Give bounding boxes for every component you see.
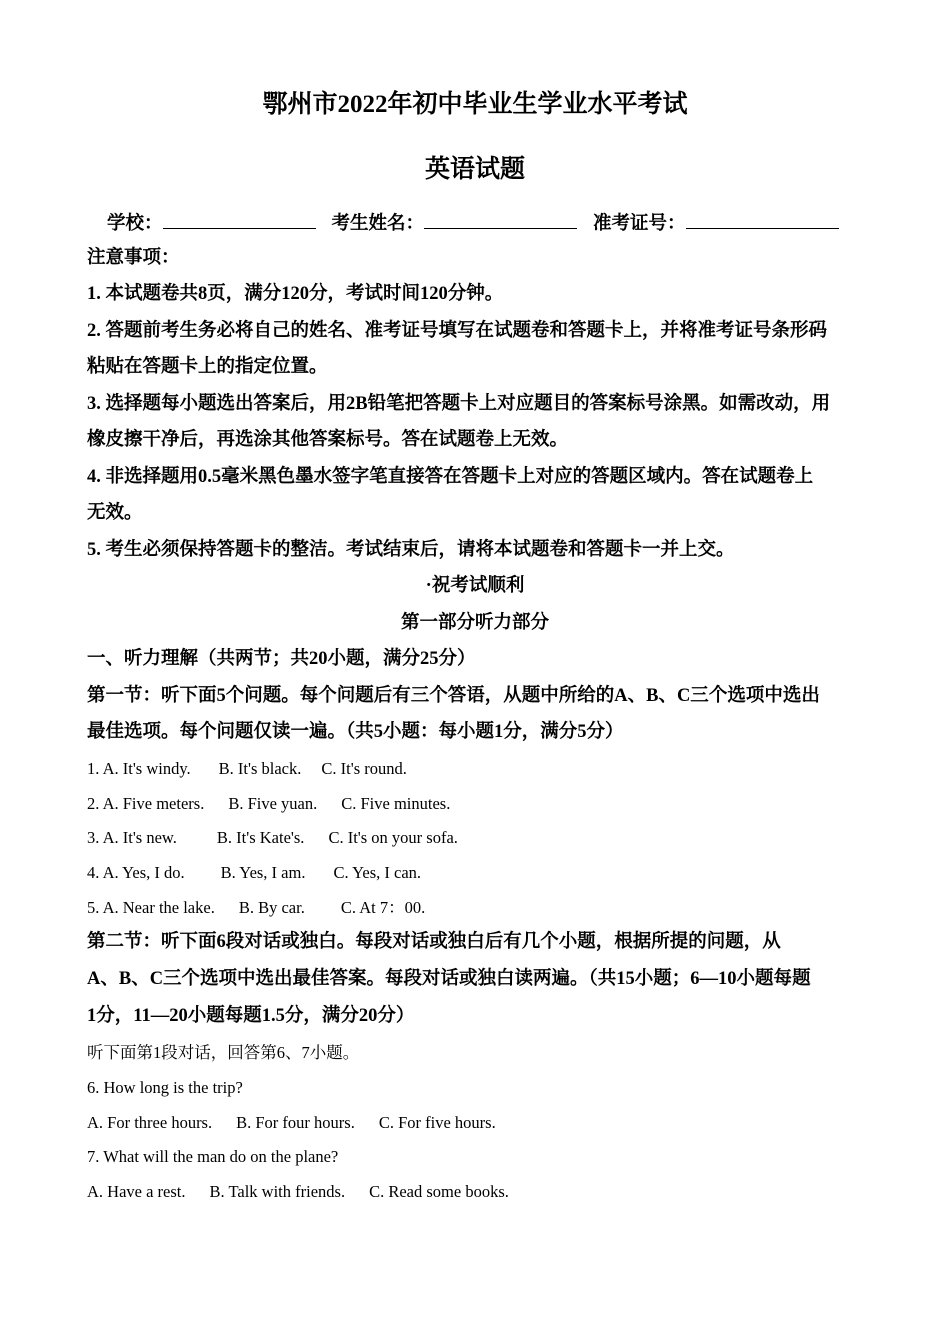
option-c[interactable]: C. At 7：00. (340, 898, 426, 917)
notice-line: 4. 非选择题用0.5毫米黑色墨水签字笔直接答在答题卡上对应的答题区域内。答在试题卷上 (87, 467, 814, 487)
option-a[interactable]: A. Yes, I do. (102, 863, 185, 882)
question-row: 2. A. Five meters. B. Five yuan. C. Five minutes. (87, 794, 451, 813)
notice-line: 2. 答题前考生务必将自己的姓名、准考证号填写在试题卷和答题卡上，并将准考证号条形码 (87, 321, 828, 341)
option-b[interactable]: B. It's Kate's. (216, 828, 305, 847)
question-stem: 7. What will the man do on the plane? (87, 1147, 339, 1166)
option-b[interactable]: B. Five yuan. (228, 794, 318, 813)
option-b[interactable]: B. Yes, I am. (220, 863, 306, 882)
question-row: 3. A. It's new. B. It's Kate's. C. It's on your sofa. (87, 828, 458, 847)
notice-line: 3. 选择题每小题选出答案后，用2B铅笔把答题卡上对应题目的答案标号涂黑。如需改动，用 (87, 394, 831, 414)
dialog-intro: 听下面第1段对话，回答第6、7小题。 (87, 1043, 360, 1062)
notice-line: 1. 本试题卷共8页，满分120分，考试时间120分钟。 (87, 284, 504, 304)
question-row: 4. A. Yes, I do. B. Yes, I am. C. Yes, I can. (87, 863, 422, 882)
option-a[interactable]: A. Near the lake. (102, 898, 215, 917)
option-c[interactable]: C. Five minutes. (341, 794, 451, 813)
question-options (87, 1111, 877, 1135)
option-a[interactable]: A. Have a rest. (87, 1182, 186, 1201)
option-a[interactable]: A. It's new. (102, 828, 177, 847)
option-c[interactable]: C. Yes, I can. (333, 863, 422, 882)
option-b[interactable]: B. By car. (238, 898, 305, 917)
option-c[interactable]: C. It's on your sofa. (328, 828, 458, 847)
notice-line: 橡皮擦干净后，再选涂其他答案标号。答在试题卷上无效。 (87, 430, 569, 450)
question-options (87, 1180, 877, 1204)
name-label: 考生姓名： (331, 214, 425, 234)
notice-line: 无效。 (87, 503, 143, 523)
option-a[interactable]: A. It's windy. (102, 759, 191, 778)
section2-instructions: 1分，11—20小题每题1.5分，满分20分） (87, 1006, 415, 1026)
option-c[interactable]: C. For five hours. (378, 1113, 496, 1132)
notice-heading: 注意事项： (87, 248, 180, 268)
exam-title: 鄂州市2022年初中毕业生学业水平考试 (262, 91, 688, 118)
section2-instructions: A、B、C三个选项中选出最佳答案。每段对话或独白读两遍。（共15小题；6—10小题每题 (87, 969, 811, 989)
section1-instructions: 第一节：听下面5个问题。每个问题后有三个答语，从题中所给的A、B、C三个选项中选出 (87, 686, 820, 706)
option-b[interactable]: B. Talk with friends. (209, 1182, 346, 1201)
option-c[interactable]: C. Read some books. (369, 1182, 509, 1201)
id-label: 准考证号： (593, 214, 686, 234)
part-title: 第一部分听力部分 (400, 613, 549, 633)
exam-subtitle: 英语试题 (424, 156, 525, 183)
school-blank[interactable] (163, 210, 316, 229)
option-a[interactable]: A. For three hours. (87, 1113, 213, 1132)
section1-instructions: 最佳选项。每个问题仅读一遍。（共5小题：每小题1分，满分5分） (87, 722, 624, 742)
id-blank[interactable] (686, 210, 839, 229)
question-row: 5. A. Near the lake. B. By car. C. At 7：00. (87, 898, 426, 917)
name-blank[interactable] (424, 210, 577, 229)
question-row: 1. A. It's windy. B. It's black. C. It's round. (87, 759, 407, 778)
option-a[interactable]: A. Five meters. (102, 794, 205, 813)
exam-wish: ·祝考试顺利 (425, 576, 525, 596)
student-info-row (107, 210, 897, 236)
notice-line: 5. 考生必须保持答题卡的整洁。考试结束后，请将本试题卷和答题卡一并上交。 (87, 540, 735, 560)
section2-instructions: 第二节：听下面6段对话或独白。每段对话或独白后有几个小题，根据所提的问题，从 (87, 932, 781, 952)
option-b[interactable]: B. For four hours. (236, 1113, 355, 1132)
option-c[interactable]: C. It's round. (321, 759, 407, 778)
section-heading: 一、听力理解（共两节；共20小题，满分25分） (87, 649, 476, 669)
question-stem: 6. How long is the trip? (87, 1078, 243, 1097)
option-b[interactable]: B. It's black. (218, 759, 302, 778)
school-label: 学校： (107, 214, 163, 234)
notice-line: 粘贴在答题卡上的指定位置。 (87, 357, 328, 377)
